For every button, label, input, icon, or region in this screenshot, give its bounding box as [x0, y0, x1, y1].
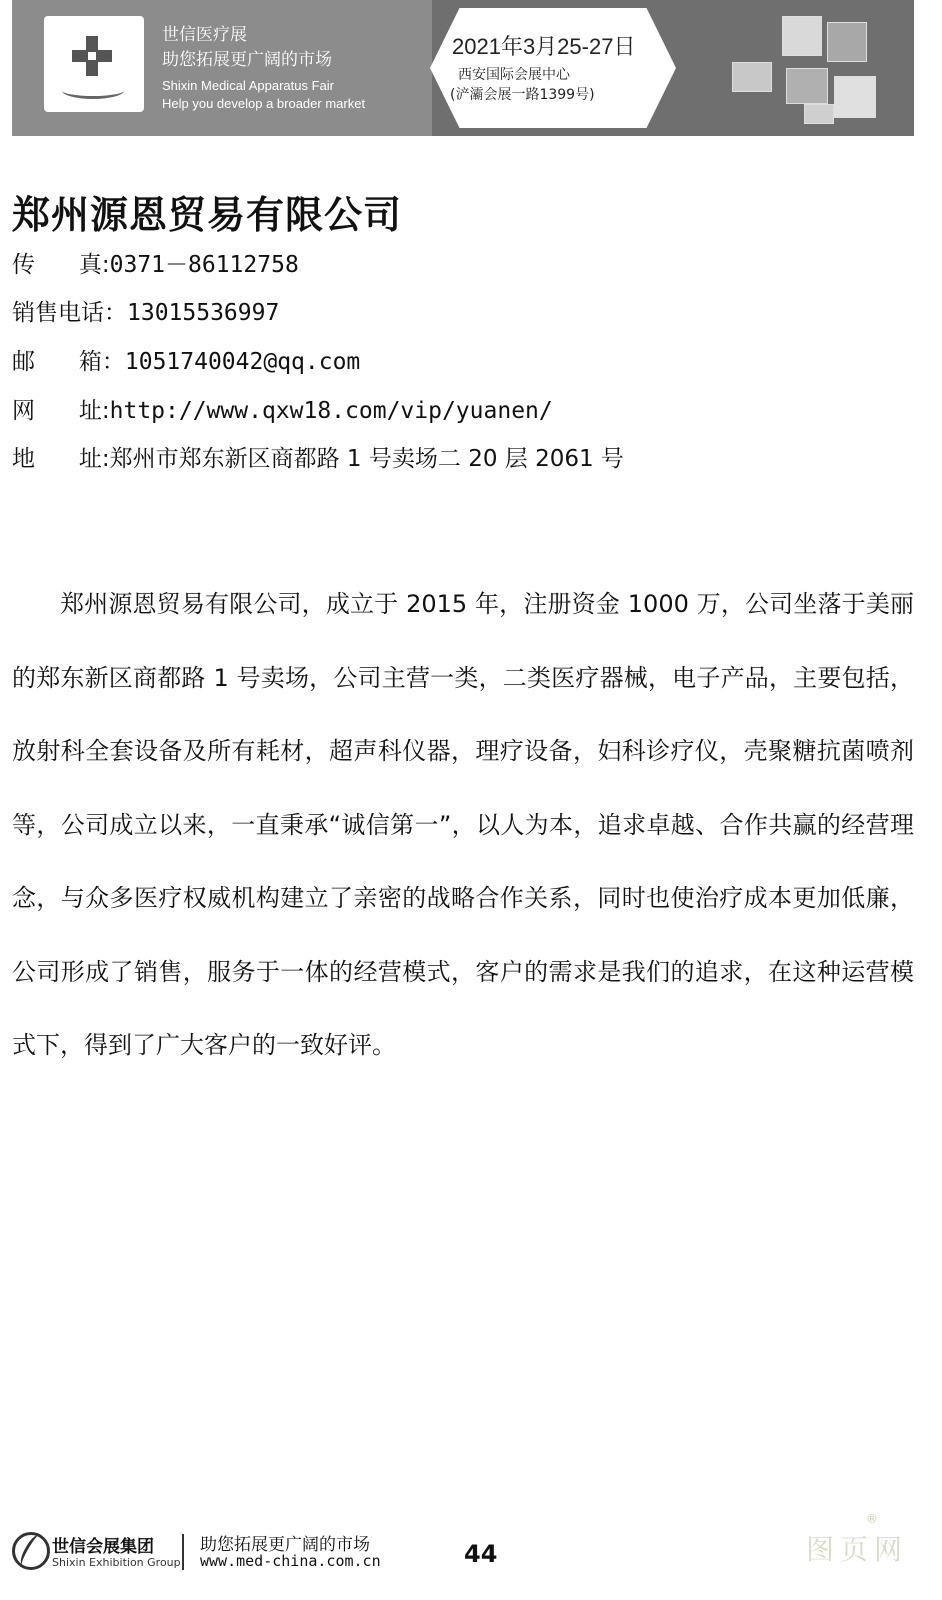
equipment-photo	[782, 16, 822, 56]
equipment-photo	[834, 76, 876, 118]
banner-slogan-en: Help you develop a broader market	[162, 96, 366, 111]
banner-title-en: Shixin Medical Apparatus Fair	[162, 78, 334, 93]
footer-group-name-cn: 世信会展集团	[52, 1537, 154, 1557]
website-row	[12, 392, 553, 425]
company-description: 郑州源恩贸易有限公司，成立于 2015 年，注册资金 1000 万，公司坐落于美丽的郑东新区商都路 1 号卖场，公司主营一类，二类医疗器械，电子产品，主要包括，放射科全套设备及所有耗材，超声科仪器，理疗设备，妇科诊疗仪，壳聚糖抗菌喷剂等，公司成立以来，一直秉承“诚信第一”，以人为本，追求卓越、合作共赢的经营理念，与众多医疗权威机构建立了亲密的战略合作关系，同时也使治疗成本更加低廉，公司形成了销售，服务于一体的经营模式，客户的需求是我们的追求，在这种运营模式下，得到了广大客户的一致好评。	[12, 590, 914, 1059]
equipment-photo	[827, 22, 867, 62]
footer-group-name-en: Shixin Exhibition Group	[52, 1556, 181, 1569]
equipment-photo	[804, 104, 834, 124]
equipment-photo	[732, 62, 772, 92]
banner-address: (浐灞会展一路1399号)	[450, 87, 595, 103]
equipment-photo	[786, 68, 828, 104]
website-label: 网 址:	[12, 398, 110, 424]
address-row	[12, 440, 624, 473]
fax-value: 0371－86112758	[109, 252, 299, 278]
address-value: 郑州市郑东新区商都路 1 号卖场二 20 层 2061 号	[109, 446, 624, 472]
banner-slogan-cn: 助您拓展更广阔的市场	[162, 50, 332, 69]
shixin-group-logo-icon	[12, 1532, 50, 1570]
watermark-reg-mark: ®	[866, 1512, 878, 1526]
phone-row	[12, 294, 279, 327]
phone-label: 销售电话：	[12, 300, 127, 326]
company-name: 郑州源恩贸易有限公司	[12, 193, 403, 237]
equipment-photo-collage	[712, 16, 902, 124]
address-label: 地 址:	[12, 446, 110, 472]
footer-divider	[182, 1534, 184, 1570]
open-book-icon	[62, 82, 124, 99]
medical-cross-icon	[72, 36, 112, 76]
header-banner	[12, 0, 914, 136]
email-value[interactable]: 1051740042@qq.com	[124, 349, 361, 375]
footer-slogan: 助您拓展更广阔的市场	[200, 1535, 370, 1555]
footer-website[interactable]: www.med-china.com.cn	[200, 1552, 381, 1570]
fair-logo	[44, 16, 144, 112]
fax-label: 传 真:	[12, 252, 110, 278]
watermark: 图页网	[806, 1533, 909, 1566]
page-number: 44	[464, 1540, 498, 1568]
fax-row	[12, 246, 299, 279]
email-label: 邮 箱：	[12, 349, 125, 375]
banner-title-cn: 世信医疗展	[162, 25, 247, 44]
phone-value: 13015536997	[127, 300, 280, 326]
website-link[interactable]: http://www.qxw18.com/vip/yuanen/	[109, 398, 553, 424]
banner-date: 2021年3月25-27日	[452, 34, 636, 59]
banner-venue: 西安国际会展中心	[458, 67, 570, 83]
email-row	[12, 343, 360, 376]
